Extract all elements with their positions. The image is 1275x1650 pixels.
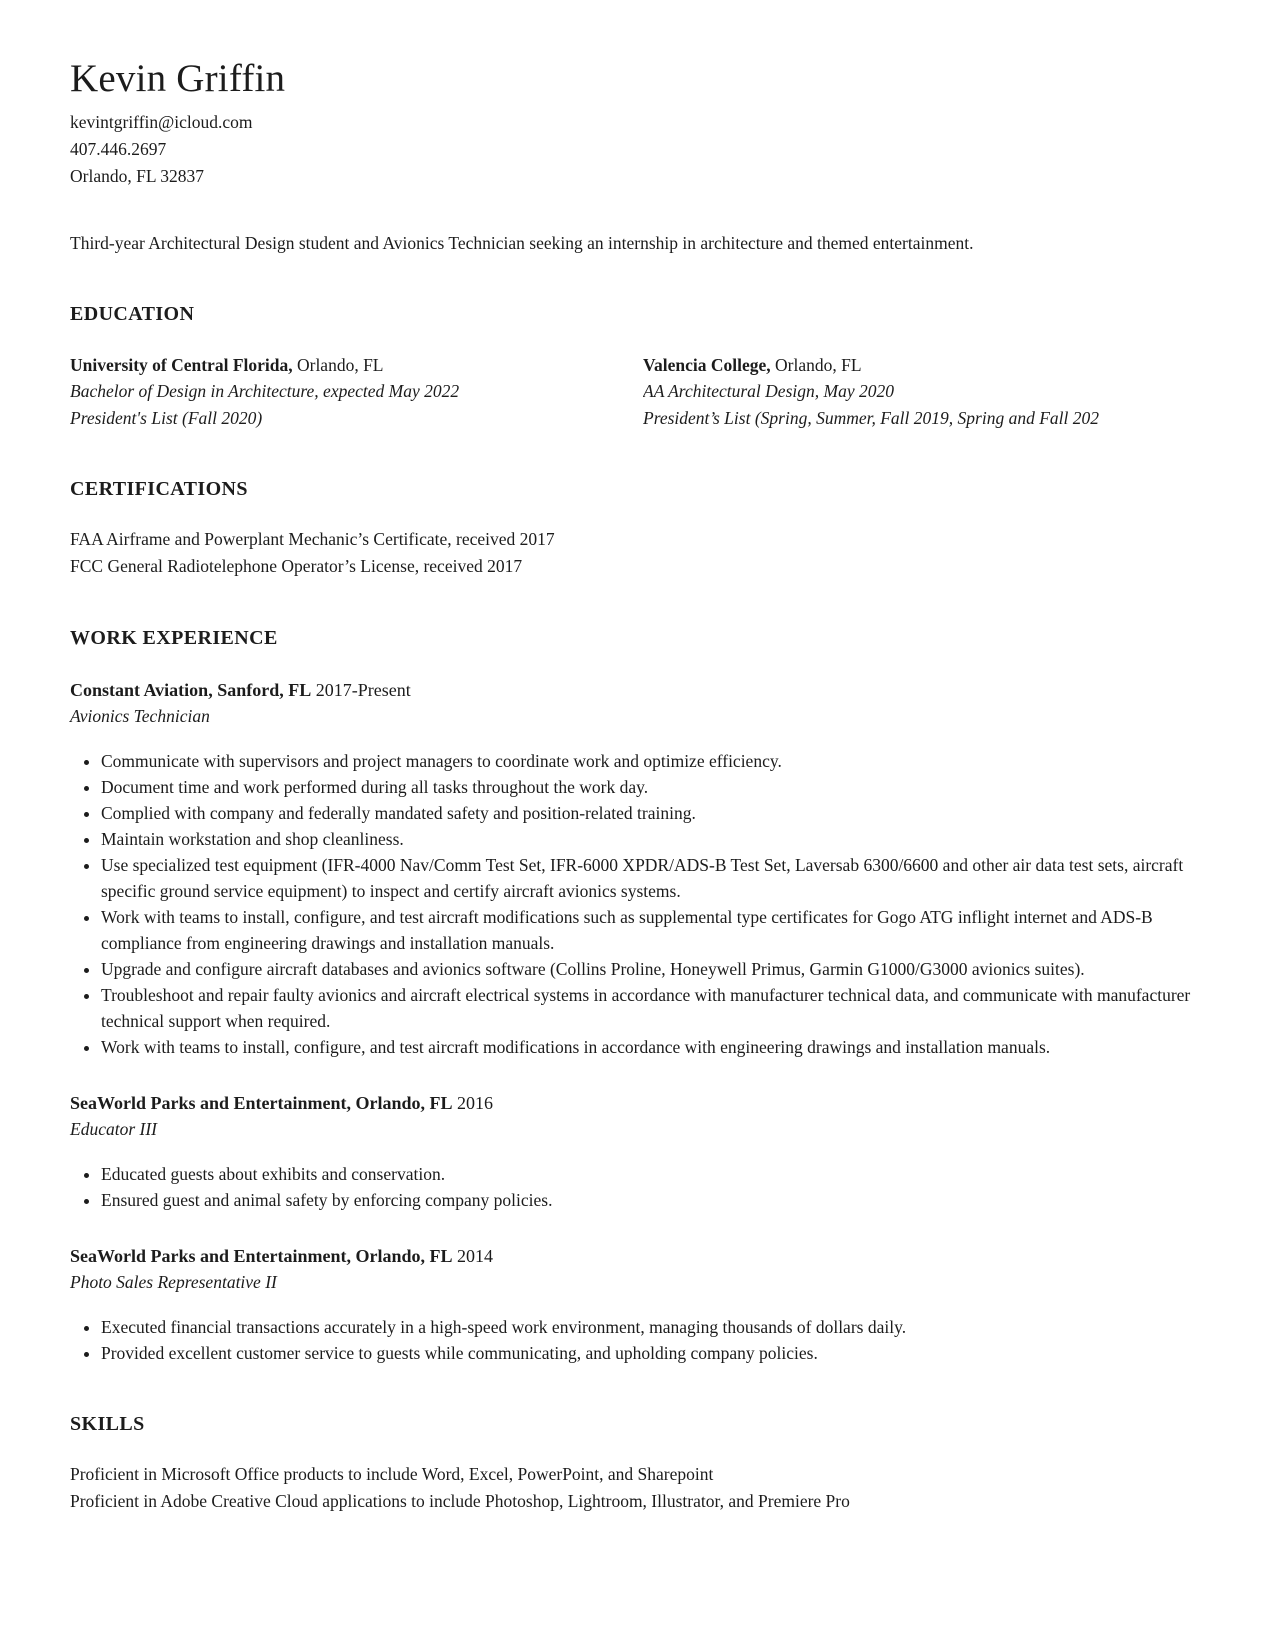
job-entry [70, 1090, 1205, 1213]
job-dates: 2016 [457, 1093, 494, 1114]
job-bullet: • Educated guests about exhibits and conservation. [101, 1161, 1205, 1187]
school-degree: AA Architectural Design, May 2020 [643, 381, 894, 402]
education-school-entry [70, 352, 643, 432]
school-degree: Bachelor of Design in Architecture, expected May 2022 [70, 381, 460, 402]
job-title: Photo Sales Representative II [70, 1272, 277, 1293]
skills-heading: SKILLS [70, 1413, 145, 1436]
job-bullet-list [70, 748, 1205, 1060]
section-education [70, 302, 1205, 432]
school-location: Orlando, FL [296, 354, 384, 375]
job-bullet-list [70, 1314, 1205, 1366]
summary-text: Third-year Architectural Design student and Avionics Technician seeking an internship in architecture and themed entertainment. [70, 232, 974, 253]
certification-item: FCC General Radiotelephone Operator’s License, received 2017 [70, 556, 523, 577]
job-bullet: • Work with teams to install, configure, and test aircraft modifications in accordance with engineering drawings and installation manuals. [101, 1034, 1205, 1060]
school-location: Orlando, FL [775, 354, 862, 375]
job-bullet: • Ensured guest and animal safety by enforcing company policies. [101, 1187, 1205, 1213]
job-company: SeaWorld Parks and Entertainment, Orlando, FL [70, 1093, 453, 1114]
resume-header [70, 58, 1205, 190]
skills-list [70, 1461, 1205, 1515]
job-bullet: • Provided excellent customer service to guests while communicating, and upholding company policies. [101, 1340, 1205, 1366]
school-name-line [643, 352, 1205, 379]
school-honors: President’s List (Spring, Summer, Fall 2019, Spring and Fall 202 [643, 407, 1099, 428]
candidate-name: Kevin Griffin [70, 57, 286, 100]
job-bullet: • Executed financial transactions accurately in a high-speed work environment, managing thousands of dollars daily. [101, 1314, 1205, 1340]
certifications-heading: CERTIFICATIONS [70, 478, 248, 501]
job-bullet: • Use specialized test equipment (IFR-4000 Nav/Comm Test Set, IFR-6000 XPDR/ADS-B Test Set, Laversab 6300/6600 and other air data test sets, aircraft specific ground service equipment) to inspect and certify aircraft avionics systems. [101, 852, 1205, 904]
school-honors: President's List (Fall 2020) [70, 407, 263, 428]
job-entry [70, 677, 1205, 1060]
skill-item: Proficient in Adobe Creative Cloud applications to include Photoshop, Lightroom, Illustrator, and Premiere Pro [70, 1491, 850, 1512]
job-bullet: • Complied with company and federally mandated safety and position-related training. [101, 800, 1205, 826]
job-header [70, 677, 1205, 703]
certification-item: FAA Airframe and Powerplant Mechanic’s Certificate, received 2017 [70, 529, 555, 550]
job-title: Educator III [70, 1119, 157, 1140]
job-bullet: • Work with teams to install, configure, and test aircraft modifications such as supplemental type certificates for Gogo ATG inflight internet and ADS-B compliance from engineering drawings and installation manuals. [101, 904, 1205, 956]
job-dates: 2017-Present [315, 680, 411, 701]
job-header [70, 1243, 1205, 1269]
job-bullet: • Document time and work performed during all tasks throughout the work day. [101, 774, 1205, 800]
job-company: SeaWorld Parks and Entertainment, Orlando, FL [70, 1246, 453, 1267]
job-header [70, 1090, 1205, 1116]
job-bullet: • Upgrade and configure aircraft databases and avionics software (Collins Proline, Honeywell Primus, Garmin G1000/G3000 avionics suites). [101, 956, 1205, 982]
education-school-entry [643, 352, 1205, 432]
job-entry [70, 1243, 1205, 1366]
school-name: Valencia College, [643, 354, 771, 375]
job-title: Avionics Technician [70, 706, 210, 727]
school-name: University of Central Florida, [70, 354, 293, 375]
certifications-list [70, 526, 1205, 580]
school-name-line [70, 352, 643, 379]
contact-phone: 407.446.2697 [70, 138, 167, 159]
job-dates: 2014 [457, 1246, 494, 1267]
work-experience-heading: WORK EXPERIENCE [70, 627, 278, 650]
education-heading: EDUCATION [70, 302, 195, 325]
section-skills [70, 1412, 1205, 1515]
job-bullet: • Maintain workstation and shop cleanliness. [101, 826, 1205, 852]
skill-item: Proficient in Microsoft Office products to include Word, Excel, PowerPoint, and Sharepoint [70, 1464, 714, 1485]
section-work-experience [70, 626, 1205, 1366]
section-certifications [70, 477, 1205, 580]
education-columns [70, 352, 1205, 432]
job-bullet: • Communicate with supervisors and project managers to coordinate work and optimize efficiency. [101, 748, 1205, 774]
job-bullet-list [70, 1161, 1205, 1213]
job-bullet: • Troubleshoot and repair faulty avionics and aircraft electrical systems in accordance with manufacturer technical data, and communicate with manufacturer technical support when required. [101, 982, 1205, 1034]
contact-email: kevintgriffin@icloud.com [70, 111, 253, 132]
contact-location: Orlando, FL 32837 [70, 165, 204, 186]
job-company: Constant Aviation, Sanford, FL [70, 680, 312, 701]
